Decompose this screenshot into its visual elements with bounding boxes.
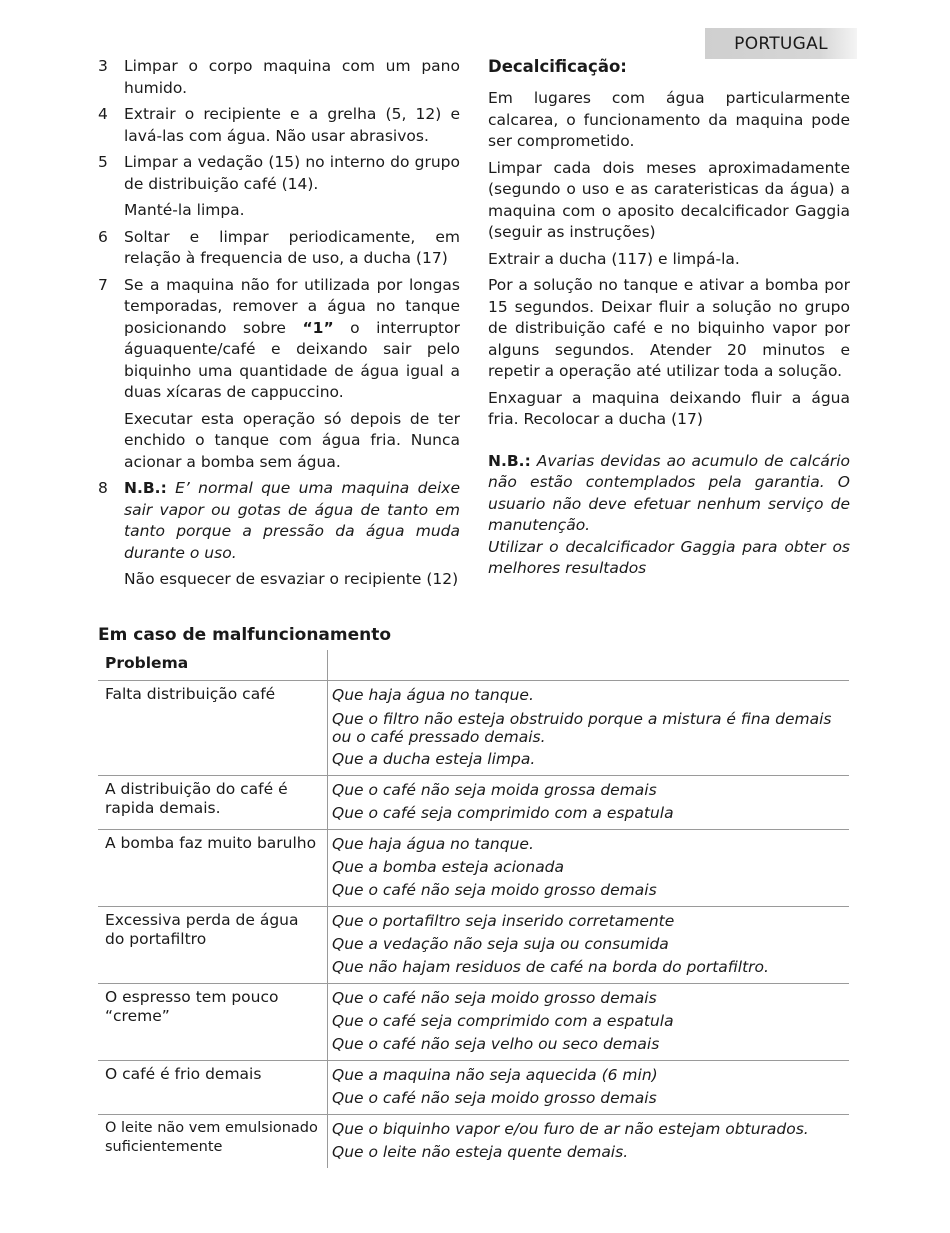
item-number: 3 <box>98 57 108 75</box>
problem-cell: O café é frio demais <box>105 1065 262 1083</box>
table-row <box>98 681 849 776</box>
solution-line: Que o filtro não esteja obstruido porque a mistura é fina demais ou o café pressado demais. <box>332 710 832 746</box>
item-text-part: o interruptor águaquente/café e deixando sair pelo biquinho uma quantidade de água igual a duas xícaras de cappuccino. <box>124 318 460 401</box>
solution-line: Que não hajam residuos de café na borda do portafiltro. <box>332 958 769 976</box>
maintenance-list <box>98 56 460 596</box>
solution-line: Que o café não seja moida grossa demais <box>332 781 657 799</box>
item-number: 6 <box>98 227 108 246</box>
item-text <box>124 275 460 404</box>
solution-cell <box>327 1115 849 1168</box>
problem-cell: A bomba faz muito barulho <box>105 834 317 852</box>
item-number: 4 <box>98 105 108 123</box>
item-text <box>124 478 460 564</box>
solution-line: Que o café não seja moido grosso demais <box>332 1089 657 1107</box>
solution-line: Que a ducha esteja limpa. <box>332 750 536 768</box>
language-tab: PORTUGAL <box>705 28 857 59</box>
solution-cell <box>327 776 849 829</box>
note-text: E’ normal que uma maquina deixe sair vapor ou gotas de água de tanto em tanto porque a pressão da água muda durante o uso. <box>124 479 460 562</box>
paragraph: Em lugares com água particularmente calcarea, o funcionamento da maquina pode ser comprometido. <box>488 89 850 150</box>
note-text: Avarias devidas ao acumulo de calcário não estão contemplados pela garantia. O usuario não deve efetuar nenhum serviço de manutenção. <box>488 451 850 534</box>
problem-cell: Excessiva perda de água do portafiltro <box>105 911 299 948</box>
list-item <box>98 104 460 147</box>
section-title: Decalcificação: <box>488 57 627 76</box>
solution-cell <box>327 681 849 775</box>
table-row <box>98 984 849 1061</box>
paragraph: Extrair a ducha (117) e limpá-la. <box>488 249 740 268</box>
switch-position-label: “1” <box>302 318 334 337</box>
note-label: N.B.: <box>124 479 167 497</box>
solution-line: Que o café não seja moido grosso demais <box>332 881 657 899</box>
solution-line: Que o café seja comprimido com a espatula <box>332 804 674 822</box>
solution-cell <box>327 907 849 983</box>
list-item <box>98 56 460 99</box>
item-text: Extrair o recipiente e a grelha (5, 12) e lavá-las com água. Não usar abrasivos. <box>124 105 460 145</box>
table-row <box>98 1115 849 1168</box>
solution-line: Que o portafiltro seja inserido corretamente <box>332 912 675 930</box>
problem-cell: O leite não vem emulsionado suficientemente <box>105 1120 318 1155</box>
table-header <box>98 650 849 681</box>
problem-cell: O espresso tem pouco “creme” <box>105 988 279 1025</box>
solution-cell <box>327 1061 849 1114</box>
item-text: Limpar o corpo maquina com um pano humido. <box>124 57 460 97</box>
solution-line: Que a vedação não seja suja ou consumida <box>332 935 669 953</box>
item-subtext: Manté-la limpa. <box>124 201 245 219</box>
solution-line: Que a maquina não seja aquecida (6 min) <box>332 1066 658 1084</box>
troubleshooting-title: Em caso de malfuncionamento <box>98 625 392 645</box>
item-subtext: Executar esta operação só depois de ter enchido o tanque com água fria. Nunca acionar a bomba sem água. <box>124 409 460 471</box>
solution-line: Que haja água no tanque. <box>332 686 534 704</box>
list-item <box>98 152 460 195</box>
solution-line: Que o café não seja moido grosso demais <box>332 989 657 1007</box>
solution-line: Que a bomba esteja acionada <box>332 858 565 876</box>
note-label: N.B.: <box>488 451 531 470</box>
table-row <box>98 776 849 830</box>
table-row <box>98 907 849 984</box>
item-text: Soltar e limpar periodicamente, em relação à frequencia de uso, a ducha (17) <box>124 227 460 267</box>
list-item <box>98 478 460 564</box>
item-text: Limpar a vedação (15) no interno do grupo de distribuição café (14). <box>124 153 460 193</box>
troubleshooting-table <box>98 650 849 1168</box>
note-text: Utilizar o decalcificador Gaggia para obter os melhores resultados <box>488 537 850 577</box>
paragraph: Enxaguar a maquina deixando fluir a água fria. Recolocar a ducha (17) <box>488 388 850 428</box>
solution-line: Que o biquinho vapor e/ou furo de ar não estejam obturados. <box>332 1120 809 1138</box>
item-text-part: Se a maquina não for utilizada por longas temporadas, remover a água no tanque posicionando sobre <box>124 275 460 337</box>
item-number: 5 <box>98 153 108 171</box>
note-block <box>488 451 850 580</box>
solution-line: Que haja água no tanque. <box>332 835 534 853</box>
table-row <box>98 1061 849 1115</box>
descaling-section <box>488 56 850 580</box>
solution-line: Que o leite não esteja quente demais. <box>332 1143 629 1161</box>
header-solution <box>327 650 849 680</box>
solution-cell <box>327 830 849 906</box>
problem-cell: Falta distribuição café <box>105 685 276 703</box>
item-number: 7 <box>98 275 108 294</box>
solution-cell <box>327 984 849 1060</box>
list-item <box>98 227 460 270</box>
solution-line: Que o café não seja velho ou seco demais <box>332 1035 660 1053</box>
paragraph: Limpar cada dois meses aproximadamente (segundo o uso e as carateristicas da água) a maquina com o aposito decalcificador Gaggia (seguir as instruções) <box>488 158 850 241</box>
list-item <box>98 275 460 404</box>
problem-cell: A distribuição do café é rapida demais. <box>105 780 288 817</box>
solution-line: Que o café seja comprimido com a espatula <box>332 1012 674 1030</box>
header-problem: Problema <box>105 654 189 672</box>
table-row <box>98 830 849 907</box>
item-number: 8 <box>98 479 108 497</box>
item-subtext: Não esquecer de esvaziar o recipiente (12) <box>124 570 459 588</box>
paragraph: Por a solução no tanque e ativar a bomba por 15 segundos. Deixar fluir a solução no grupo de distribuição café e no biquinho vapor por alguns segundos. Atender 20 minutos e repetir a operação até utilizar toda a solução. <box>488 276 850 380</box>
